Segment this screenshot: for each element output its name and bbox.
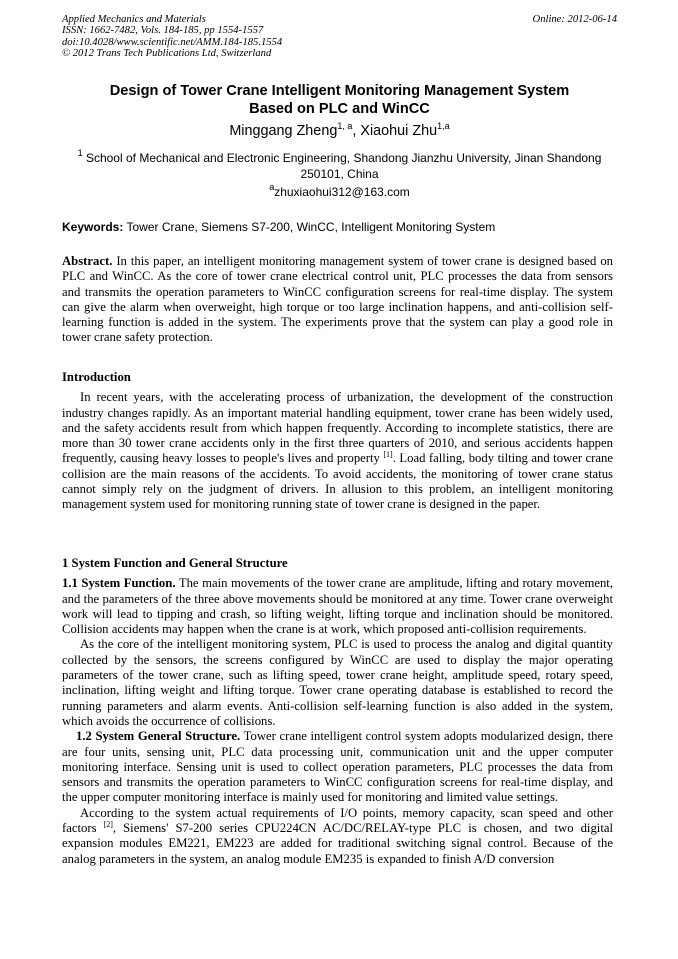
section-1-heading: 1 System Function and General Structure [62, 556, 288, 570]
email-line [62, 184, 617, 200]
abstract-text: In this paper, an intelligent monitoring management system of tower crane is designed based on PLC and WinCC. As the core of tower crane electrical control unit, PLC processes the data from sensors and transmits the operation parameters to WinCC configuration screens for real-time display. The system can give the alarm when overweight, high torque or too large inclination happens, and anti-collision self-learning function is added in the system. The experiments prove that the system can play a good role in tower crane safety protection. [62, 254, 614, 345]
subsection-1-2-label: 1.2 System General Structure. [76, 729, 241, 744]
abstract [62, 254, 613, 346]
journal-name: Applied Mechanics and Materials [62, 14, 206, 25]
title-line-2: Based on PLC and WinCC [249, 101, 430, 117]
section-1-paragraph-4: According to the system actual requirements of I/O points, memory capacity, scan speed and other factors [2], Siemens' S7-200 series CPU224CN AC/DC/RELAY-type PLC is chosen, and two digital expansion modules EM221, EM223 are added for traditional switching signal control. Because of the analog parameters in the system, an analog module EM235 is expanded to finish A/D conversion [62, 805, 613, 866]
affiliation-text: School of Mechanical and Electronic Engineering, Shandong Jianzhu University, Jinan Shandong 250101, China [85, 151, 602, 181]
email-marker: a [269, 182, 275, 192]
author-list [62, 122, 617, 140]
subsection-1-2: 1.2 System General Structure. Tower crane intelligent control system adopts modularized design, there are four units, sensing unit, PLC data processing unit, communication unit and the upper computer monitoring interface. Sensing unit is used to collect operation parameters, PLC processes the data from sensors and transmits the operation parameters to WinCC configuration screens for real-time display, and the upper computer monitoring interface is mainly used for monitoring and limited value settings. [62, 729, 613, 805]
citation-1: [1] [383, 450, 393, 460]
keywords-text: Tower Crane, Siemens S7-200, WinCC, Intelligent Monitoring System [126, 220, 496, 234]
title-line-1: Design of Tower Crane Intelligent Monitoring Management System [109, 83, 570, 99]
section-1 [62, 556, 613, 867]
online-date: Online: 2012-06-14 [532, 14, 617, 25]
introduction-heading: Introduction [62, 370, 131, 384]
affiliation-marker: 1 [77, 148, 83, 158]
section-1-paragraph-2: As the core of the intelligent monitoring system, PLC is used to process the analog and digital quantity collected by the sensors, the screens configured by WinCC are used to display the major operating parameters of the tower crane, such as lifting speed, tower crane height, amplitude speed, rotary speed, inclination, lifting weight and lifting torque. Tower crane operating database is established to record the running parameters and alarm events. Anti-collision self-learning function is also added in the system, which avoids the occurrence of collisions. [62, 637, 613, 728]
citation-2: [2] [103, 820, 113, 830]
keywords [62, 219, 617, 235]
subsection-1-1: 1.1 System Function. The main movements of the tower crane are amplitude, lifting and rotary movement, and the parameters of the three above movements should be monitored at any time. Tower crane overweight work will lead to tipping and crash, so lifting weight, lifting torque and inclination should be monitored. Collision accidents may happen when the crane is at work, which proposed anti-collision requirements. [62, 576, 613, 637]
journal-header [62, 14, 617, 60]
author-2-affiliation: 1,a [437, 121, 450, 131]
author-separator: , [352, 123, 361, 139]
subsection-1-1-label: 1.1 System Function. [62, 576, 176, 591]
email-address: zhuxiaohui312@163.com [274, 185, 410, 199]
abstract-label: Abstract. [62, 254, 113, 268]
introduction-section [62, 370, 613, 513]
affiliation [62, 150, 617, 182]
author-1-affiliation: 1, a [337, 121, 353, 131]
paper-title [62, 82, 617, 118]
doi-line: doi:10.4028/www.scientific.net/AMM.184-185.1554 [62, 36, 283, 48]
author-1: Minggang Zheng [229, 123, 338, 139]
issn-line: ISSN: 1662-7482, Vols. 184-185, pp 1554-1557 [62, 25, 264, 37]
author-2: Xiaohui Zhu [360, 123, 438, 139]
keywords-label: Keywords: [62, 220, 124, 234]
copyright-line: © 2012 Trans Tech Publications Ltd, Switzerland [62, 48, 272, 60]
introduction-paragraph: In recent years, with the accelerating process of urbanization, the development of the construction industry changes rapidly. As an important material handling equipment, tower crane has been widely used, and the safety accidents result from which happen frequently. According to incomplete statistics, there are more than 30 tower crane accidents only in the first three quarters of 2010, and serious accidents happen frequently, causing heavy losses to people's lives and property [1]. Load falling, body tilting and tower crane collision are the main reasons of the accidents. To avoid accidents, the monitoring of tower crane status cannot simply rely on the judgment of drivers. In allusion to this problem, an intelligent monitoring management system used for monitoring running state of tower crane is designed in the paper. [62, 390, 613, 512]
